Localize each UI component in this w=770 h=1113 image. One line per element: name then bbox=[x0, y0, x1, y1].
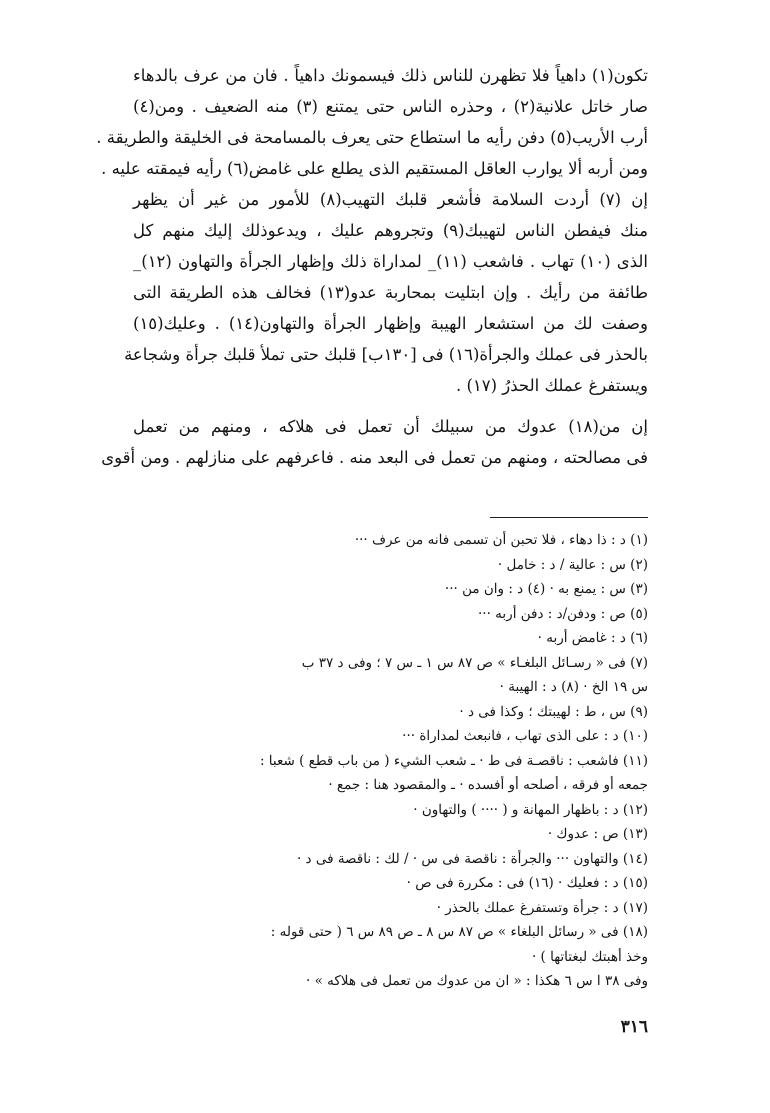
footnote-line: (١٠) د : على الذى تهاب ، فانبعث لمداراة ··· bbox=[402, 728, 648, 744]
main-text bbox=[96, 60, 649, 473]
footnote-line: جمعه أو فرقه ، أصلحه أو أفسده · ـ والمقصود هنا : جمع · bbox=[328, 777, 648, 793]
footnote-line: (١٣) ص : عدوك · bbox=[547, 826, 648, 842]
text-line: بالحذر فى عملك والجرأة(١٦) فى [١٣٠ب] قلبك حتى تملأ قلبك جرأة وشجاعة bbox=[124, 345, 648, 364]
footnote-line: (٥) ص : ودفن/د : دفن أربه ··· bbox=[478, 605, 648, 622]
footnotes bbox=[133, 528, 648, 994]
footnote-line: (١٥) د : فعليك · (١٦) فى : مكررة فى ص · bbox=[406, 875, 648, 891]
text-line: ومن أربه ألا يوارب العاقل المستقيم الذى يطلع على غامض(٦) رأيه فيمقته عليه . bbox=[101, 159, 648, 178]
footnote-line: (٩) س ، ط : لهيبتك ؛ وكذا فى د · bbox=[459, 703, 648, 720]
text-line: طائفة من رأيك . وإن ابتليت بمحاربة عدو(١٣) فخالف هذه الطريقة التى bbox=[133, 283, 648, 302]
text-line: فى مصالحته ، ومنهم من تعمل فى البعد منه . فاعرفهم على منازلهم . ومن أقوى bbox=[101, 448, 648, 467]
text-line: وصفت لك من استشعار الهيبة وإظهار الجرأة والتهاون(١٤) . وعليك(١٥) bbox=[133, 314, 648, 333]
text-line: الذى (١٠) تهاب . فاشعب (١١)_ لمداراة ذلك وإظهار الجرأة والتهاون (١٢)_ bbox=[133, 252, 648, 271]
footnote-line: (٧) فى « رسـائل البلغـاء » ص ٨٧ س ١ ـ س ٧ ؛ وفى د ٣٧ ب bbox=[301, 654, 648, 671]
footnote-line: (١) د : ذا دهاء ، فلا تحبن أن تسمى فانه من عرف ··· bbox=[354, 532, 648, 548]
text-line: إن (٧) أردت السلامة فأشعر قلبك التهيب(٨) للأمور من غير أن يظهر bbox=[133, 190, 649, 209]
footnote-divider bbox=[490, 517, 648, 518]
text-line: تكون(١) داهياً فلا تظهرن للناس ذلك فيسمونك داهياً . فان من عرف بالدهاء bbox=[133, 66, 648, 85]
footnote-line: (١٤) والتهاون ··· والجرأة : ناقصة فى س · / لك : ناقصة فى د · bbox=[296, 850, 648, 867]
text-line: أرب الأريب(٥) دفن رأيه ما استطاع حتى يعرف بالمسامحة فى الخليقة والطريقة . bbox=[96, 128, 648, 147]
page-number: ٣١٦ bbox=[620, 1017, 648, 1037]
footnote-line: (٣) س : يمنع به · (٤) د : وان من ··· bbox=[444, 581, 648, 597]
footnote-line: (١١) فاشعب : ناقصـة فى ط · ـ شعب الشيء ( من باب قطع ) شعبا : bbox=[259, 752, 648, 769]
footnote-line: (٢) س : عالية / د : خامل · bbox=[497, 556, 648, 573]
text-line: منك فيفطن الناس لتهيبك(٩) وتجروهم عليك ، ويدعوذلك إليك منهم كل bbox=[133, 221, 648, 240]
footnote-line: وخذ أهبتك لبغتاتها ) · bbox=[531, 948, 648, 965]
text-line: ويستفرغ عملك الحذرُ (١٧) . bbox=[455, 376, 648, 395]
text-line: صار خاتل علانية(٢) ، وحذره الناس حتى يمتنع (٣) منه الضعيف . ومن(٤) bbox=[133, 97, 648, 116]
footnote-line: (٦) د : غامض أربه · bbox=[537, 630, 648, 646]
footnote-line: س ١٩ الخ · (٨) د : الهيبة · bbox=[499, 679, 648, 695]
text-line: إن من(١٨) عدوك من سبيلك أن تعمل فى هلاكه ، ومنهم من تعمل bbox=[133, 417, 648, 436]
footnote-line: وفى ٣٨ ا س ٦ هكذا : « ان من عدوك من تعمل فى هلاكه » · bbox=[306, 973, 648, 989]
footnote-line: (١٨) فى « رسائل البلغاء » ص ٨٧ س ٨ ـ ص ٨٩ س ٦ ( حتى قوله : bbox=[270, 924, 648, 940]
footnote-line: (١٧) د : جرأة وتستفرغ عملك بالحذر · bbox=[436, 899, 648, 916]
footnote-line: (١٢) د : باظهار المهانة و ( ···· ) والتهاون · bbox=[413, 801, 648, 818]
